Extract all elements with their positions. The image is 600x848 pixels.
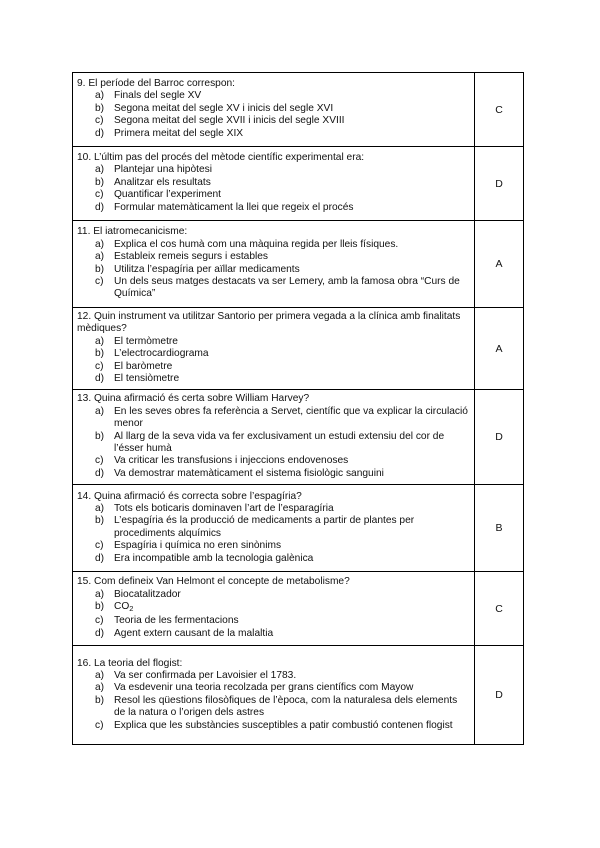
option-item	[95, 103, 468, 115]
option-label: b)	[95, 694, 105, 706]
option-text: Formular matemàticament la llei que regeix el procés	[114, 201, 354, 213]
option-item	[95, 515, 468, 540]
option-text: Va criticar les transfusions i injeccions endovenoses	[114, 455, 349, 467]
option-item	[95, 670, 468, 682]
question-cell	[73, 308, 475, 390]
option-label: b)	[95, 263, 105, 275]
option-text: Resol les qüestions filosòfiques de l’època, com la naturalesa dels elements de la natura o l’origen dels astres	[114, 694, 458, 719]
option-text: El tensiòmetre	[114, 373, 180, 385]
options-list	[77, 670, 468, 732]
option-label: a)	[95, 502, 105, 514]
option-label: c)	[95, 115, 104, 127]
option-label: b)	[95, 176, 105, 188]
option-item	[95, 628, 468, 640]
question-text: 12. Quin instrument va utilitzar Santorio per primera vegada a la clínica amb finalitats mèdiques?	[77, 311, 461, 335]
option-item	[95, 406, 468, 431]
option-label: b)	[95, 430, 105, 442]
option-item	[95, 336, 468, 348]
option-label: b)	[95, 601, 105, 613]
option-text: Al llarg de la seva vida va fer exclusivament un estudi extensiu del cor de l’ésser humà	[114, 430, 445, 455]
option-label: c)	[95, 719, 104, 731]
option-label: a)	[95, 164, 105, 176]
option-text: Va esdevenir una teoria recolzada per grans científics com Mayow	[114, 682, 414, 694]
option-label: c)	[95, 455, 104, 467]
option-label: b)	[95, 515, 105, 527]
option-item	[95, 682, 468, 694]
question-row	[73, 73, 524, 147]
option-subscript: 2	[129, 604, 134, 614]
option-item	[95, 348, 468, 360]
question-row	[73, 147, 524, 221]
option-item	[95, 115, 468, 127]
option-text: El baròmetre	[114, 360, 173, 372]
option-item	[95, 589, 468, 601]
option-item	[95, 503, 468, 515]
question-text: 10. L’últim pas del procés del mètode científic experimental era:	[77, 151, 365, 163]
answer-cell: C	[475, 572, 524, 646]
option-label: b)	[95, 102, 105, 114]
question-text: 15. Com defineix Van Helmont el concepte de metabolisme?	[77, 576, 350, 588]
option-item	[95, 164, 468, 176]
option-label: c)	[95, 540, 104, 552]
option-text: Era incompatible amb la tecnologia galènica	[114, 552, 314, 564]
option-item	[95, 431, 468, 456]
options-list	[77, 589, 468, 641]
question-cell	[73, 147, 475, 221]
option-text: Analitzar els resultats	[114, 176, 211, 188]
option-label: d)	[95, 467, 105, 479]
option-text: Agent extern causant de la malaltia	[114, 627, 274, 639]
option-item	[95, 90, 468, 102]
question-cell	[73, 646, 475, 745]
question-row	[73, 390, 524, 485]
question-text: 16. La teoria del flogist:	[77, 657, 183, 669]
option-item	[95, 276, 468, 301]
option-text: Segona meitat del segle XVII i inicis del segle XVIII	[114, 115, 345, 127]
option-item	[95, 601, 468, 615]
answer-cell: A	[475, 308, 524, 390]
option-item	[95, 720, 468, 732]
option-item	[95, 128, 468, 140]
option-label: a)	[95, 405, 105, 417]
question-text: 13. Quina afirmació és certa sobre William Harvey?	[77, 393, 310, 405]
question-row	[73, 221, 524, 308]
option-label: a)	[95, 669, 105, 681]
answer-cell: D	[475, 646, 524, 745]
exam-page	[72, 72, 524, 745]
option-item	[95, 455, 468, 467]
option-text: Segona meitat del segle XV i inicis del segle XVI	[114, 102, 334, 114]
option-text: L’electrocardiograma	[114, 348, 209, 360]
question-cell	[73, 73, 475, 147]
option-label: a)	[95, 588, 105, 600]
option-text: Plantejar una hipòtesi	[114, 164, 212, 176]
question-cell	[73, 221, 475, 308]
option-item	[95, 264, 468, 276]
option-label: b)	[95, 348, 105, 360]
option-label: d)	[95, 127, 105, 139]
option-label: c)	[95, 360, 104, 372]
option-text: Explica el cos humà com una màquina regida per lleis físiques.	[114, 238, 399, 250]
question-cell	[73, 572, 475, 646]
option-label: d)	[95, 627, 105, 639]
option-text: Espagíria i química no eren sinònims	[114, 540, 282, 552]
option-text: Estableix remeis segurs i estables	[114, 251, 269, 263]
option-text: En les seves obres fa referència a Servet, científic que va explicar la circulació menor	[114, 405, 468, 430]
option-item	[95, 361, 468, 373]
question-text: 14. Quina afirmació és correcta sobre l’espagíria?	[77, 490, 302, 502]
option-text: Un dels seus matges destacats va ser Lemery, amb la famosa obra “Curs de Química”	[114, 275, 460, 300]
option-item	[95, 695, 468, 720]
question-text: 9. El període del Barroc correspon:	[77, 77, 235, 89]
options-list	[77, 90, 468, 140]
option-text: Teoria de les fermentacions	[114, 615, 239, 627]
option-text: Quantificar l’experiment	[114, 189, 222, 201]
option-text: Biocatalitzador	[114, 588, 181, 600]
option-text: Primera meitat del segle XIX	[114, 127, 244, 139]
options-list	[77, 336, 468, 386]
option-item	[95, 468, 468, 480]
option-label: d)	[95, 201, 105, 213]
option-item	[95, 189, 468, 201]
option-label: a)	[95, 238, 105, 250]
option-label: c)	[95, 615, 104, 627]
questions-table	[72, 72, 524, 745]
option-text: Va demostrar matemàticament el sistema fisiològic sanguini	[114, 467, 384, 479]
option-item	[95, 373, 468, 385]
option-item	[95, 615, 468, 627]
option-text: CO	[114, 601, 130, 613]
option-text: Finals del segle XV	[114, 90, 202, 102]
options-list	[77, 239, 468, 301]
question-row	[73, 485, 524, 572]
question-text: 11. El iatromecanicisme:	[77, 226, 188, 238]
question-cell	[73, 390, 475, 485]
option-label: c)	[95, 275, 104, 287]
option-label: d)	[95, 552, 105, 564]
option-item	[95, 239, 468, 251]
option-text: Utilitza l’espagíria per aïllar medicaments	[114, 263, 300, 275]
option-label: a)	[95, 682, 105, 694]
option-label: a)	[95, 335, 105, 347]
question-row	[73, 308, 524, 390]
question-row	[73, 572, 524, 646]
option-label: a)	[95, 251, 105, 263]
questions-table-body	[73, 73, 524, 745]
option-text: El termòmetre	[114, 335, 178, 347]
answer-cell: D	[475, 390, 524, 485]
options-list	[77, 406, 468, 480]
option-text: L’espagíria és la producció de medicaments a partir de plantes per procediments alquímics	[114, 515, 415, 539]
option-item	[95, 202, 468, 214]
answer-cell: A	[475, 221, 524, 308]
option-text: Tots els boticaris dominaven l’art de l’esparagíria	[114, 502, 334, 514]
option-item	[95, 553, 468, 565]
option-item	[95, 177, 468, 189]
option-label: c)	[95, 189, 104, 201]
option-label: a)	[95, 90, 105, 102]
answer-cell: D	[475, 147, 524, 221]
option-item	[95, 251, 468, 263]
option-label: d)	[95, 373, 105, 385]
question-cell	[73, 485, 475, 572]
option-text: Explica que les substàncies susceptibles a patir combustió contenen flogist	[114, 719, 453, 731]
options-list	[77, 164, 468, 214]
answer-cell: C	[475, 73, 524, 147]
answer-cell: B	[475, 485, 524, 572]
option-item	[95, 540, 468, 552]
option-text: Va ser confirmada per Lavoisier el 1783.	[114, 669, 297, 681]
question-row	[73, 646, 524, 745]
options-list	[77, 503, 468, 565]
